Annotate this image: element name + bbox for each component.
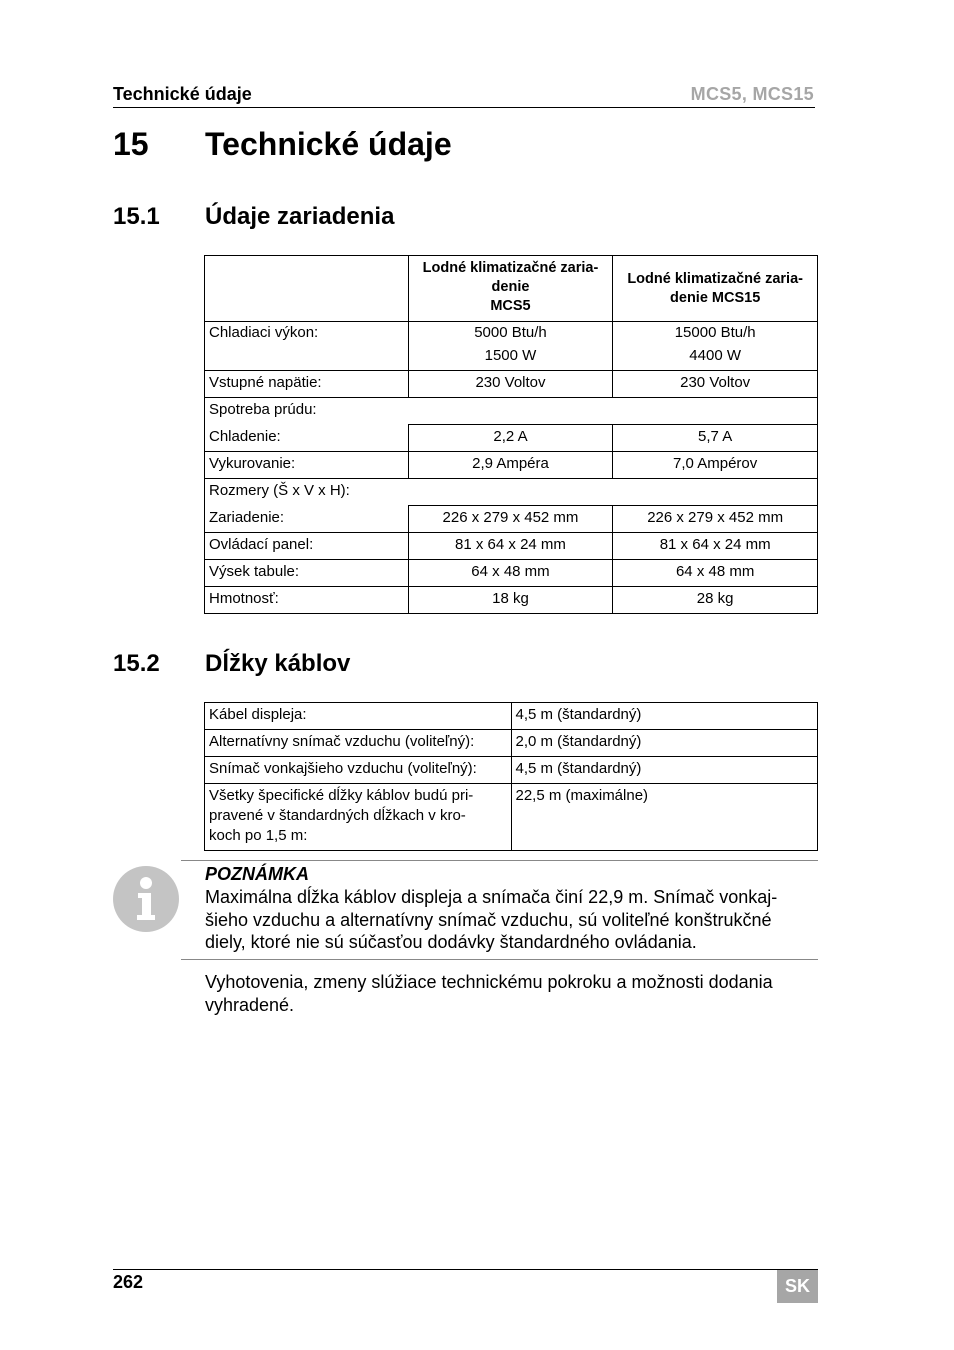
mcs5-value: 2,2 A [408, 425, 613, 452]
table-row [205, 757, 818, 784]
row-label: Chladiaci výkon: [205, 322, 409, 371]
cable-length-table [204, 702, 818, 851]
group-label: Rozmery (Š x V x H): [205, 479, 818, 506]
cable-label: Alternatívny snímač vzduchu (voliteľný): [205, 730, 512, 757]
mcs15-value: 230 Voltov [613, 371, 818, 398]
cable-label [205, 784, 512, 851]
table-row [205, 533, 818, 560]
header-mcs5 [408, 256, 613, 322]
running-header-models: MCS5, MCS15 [690, 84, 814, 104]
cable-label-line3: koch po 1,5 m: [209, 827, 308, 844]
mcs15-value: 64 x 48 mm [613, 560, 818, 587]
header-mcs15-line1: Lodné klimatizačné zaria- [627, 270, 803, 287]
group-label: Spotreba prúdu: [205, 398, 818, 425]
mcs5-value: 18 kg [408, 587, 613, 614]
section-2-number: 15.2 [113, 650, 160, 677]
mcs5-value [408, 322, 613, 371]
cable-label-line1: Všetky špecifické dĺžky káblov budú pri- [209, 787, 474, 804]
note-top-divider [181, 860, 818, 861]
note-text [205, 886, 820, 954]
mcs15-value: 81 x 64 x 24 mm [613, 533, 818, 560]
row-label: Zariadenie: [205, 506, 409, 533]
header-empty-cell [205, 256, 409, 322]
mcs5-btu: 5000 Btu/h [474, 324, 547, 341]
chapter-number: 15 [113, 126, 149, 162]
mcs5-value: 81 x 64 x 24 mm [408, 533, 613, 560]
header-mcs5-line3: MCS5 [490, 298, 531, 314]
table-row [205, 371, 818, 398]
row-label: Ovládací panel: [205, 533, 409, 560]
mcs5-value: 2,9 Ampéra [408, 452, 613, 479]
note-title: POZNÁMKA [205, 864, 309, 884]
mcs15-value: 226 x 279 x 452 mm [613, 506, 818, 533]
mcs15-value: 7,0 Ampérov [613, 452, 818, 479]
table-row [205, 784, 818, 851]
row-label: Hmotnosť: [205, 587, 409, 614]
table-row [205, 587, 818, 614]
header-divider [113, 107, 815, 108]
cable-label: Kábel displeja: [205, 703, 512, 730]
table-header-row [205, 256, 818, 322]
note-line-2: šieho vzduchu a alternatívny snímač vzduchu, sú voliteľné konštrukčné [205, 909, 772, 930]
row-label: Chladenie: [205, 425, 409, 452]
mcs5-value: 226 x 279 x 452 mm [408, 506, 613, 533]
device-spec-table [204, 255, 818, 614]
mcs5-value: 64 x 48 mm [408, 560, 613, 587]
cable-label-line2: pravené v štandardných dĺžkach v kro- [209, 807, 466, 824]
chapter-title: Technické údaje [205, 126, 452, 162]
cable-label: Snímač vonkajšieho vzduchu (voliteľný): [205, 757, 512, 784]
language-badge: SK [777, 1270, 818, 1303]
table-row [205, 560, 818, 587]
header-mcs15-line2: denie MCS15 [670, 289, 761, 306]
table-group-row [205, 479, 818, 506]
table-row [205, 506, 818, 533]
section-2-title: Dĺžky káblov [205, 650, 351, 677]
running-header-title: Technické údaje [113, 84, 252, 104]
table-row [205, 703, 818, 730]
table-row [205, 425, 818, 452]
mcs15-watts: 4400 W [689, 347, 741, 364]
info-icon [113, 866, 179, 932]
disclaimer-line-1: Vyhotovenia, zmeny slúžiace technickému pokroku a možnosti dodania [205, 972, 773, 992]
mcs15-value: 28 kg [613, 587, 818, 614]
mcs15-value: 5,7 A [613, 425, 818, 452]
disclaimer-line-2: vyhradené. [205, 994, 295, 1015]
table-row [205, 322, 818, 371]
table-group-row [205, 398, 818, 425]
header-mcs5-line1: Lodné klimatizačné zaria- [422, 260, 599, 276]
row-label: Vstupné napätie: [205, 371, 409, 398]
cable-value: 4,5 m (štandardný) [511, 757, 818, 784]
cable-value: 22,5 m (maximálne) [511, 784, 818, 851]
row-label: Výsek tabule: [205, 560, 409, 587]
section-1-number: 15.1 [113, 203, 160, 230]
cable-value: 2,0 m (štandardný) [511, 730, 818, 757]
note-bottom-divider [181, 959, 818, 960]
table-row [205, 730, 818, 757]
row-label: Vykurovanie: [205, 452, 409, 479]
note-line-3: diely, ktoré nie sú súčasťou dodávky štandardného ovládania. [205, 932, 697, 952]
mcs15-value [613, 322, 818, 371]
section-1-title: Údaje zariadenia [205, 203, 395, 230]
page-number: 262 [113, 1272, 144, 1292]
header-mcs15 [613, 256, 818, 322]
info-icon-glyph [113, 866, 179, 932]
footer-divider [113, 1269, 818, 1270]
header-mcs5-line2: denie [491, 279, 530, 295]
note-line-1: Maximálna dĺžka káblov displeja a snímača činí 22,9 m. Snímač vonkaj- [205, 887, 778, 907]
mcs5-value: 230 Voltov [408, 371, 613, 398]
table-row [205, 452, 818, 479]
mcs15-btu: 15000 Btu/h [674, 324, 756, 341]
disclaimer-text [205, 971, 820, 1016]
cable-value: 4,5 m (štandardný) [511, 703, 818, 730]
mcs5-watts: 1500 W [484, 347, 537, 364]
